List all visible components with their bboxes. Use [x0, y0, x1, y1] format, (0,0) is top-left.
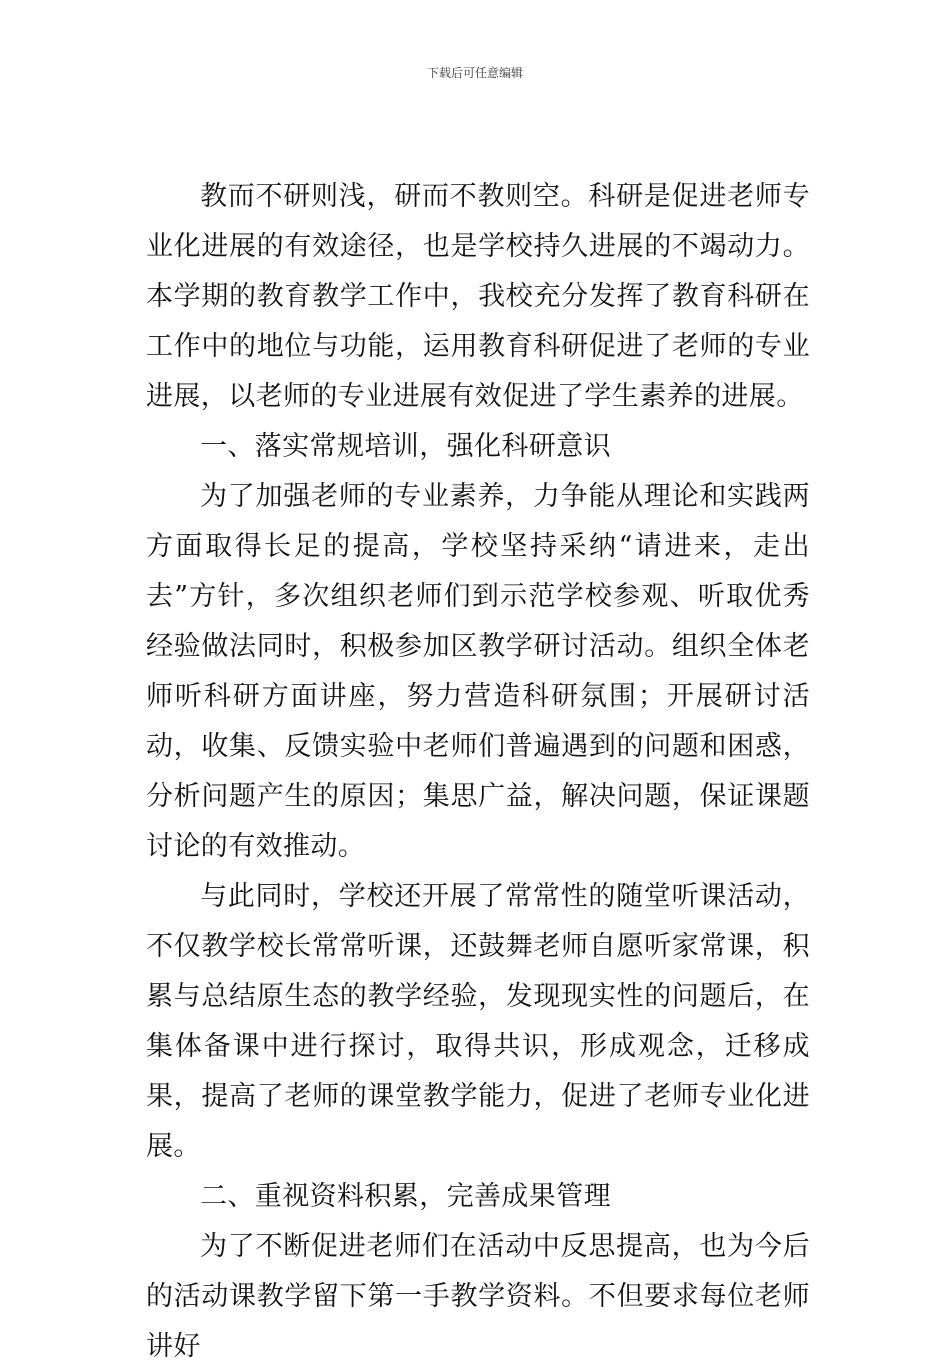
document-body: [146, 172, 810, 1372]
page-header-note: 下载后可任意编辑: [426, 66, 523, 80]
paragraph-intro: 教而不研则浅，研而不教则空。科研是促进老师专业化进展的有效途径，也是学校持久进展的不竭动力。本学期的教育教学工作中，我校充分发挥了教育科研在工作中的地位与功能，运用教育科研促进了老师的专业进展，以老师的专业进展有效促进了学生素养的进展。: [146, 181, 810, 412]
section-heading-1: 一、落实常规培训，强化科研意识: [200, 431, 611, 462]
section-heading-2: 二、重视资料积累，完善成果管理: [200, 1181, 611, 1212]
paragraph-materials: 为了不断促进老师们在活动中反思提高，也为今后的活动课教学留下第一手教学资料。不但要求每位老师讲好: [146, 1231, 810, 1362]
paragraph-classroom-observation: 与此同时，学校还开展了常常性的随堂听课活动，不仅教学校长常常听课，还鼓舞老师自愿听家常课，积累与总结原生态的教学经验，发现现实性的问题后，在集体备课中进行探讨，取得共识，形成观念，迁移成果，提高了老师的课堂教学能力，促进了老师专业化进展。: [146, 881, 810, 1162]
paragraph-training: 为了加强老师的专业素养，力争能从理论和实践两方面取得长足的提高，学校坚持采纳“请进来，走出去”方针，多次组织老师们到示范学校参观、听取优秀经验做法同时，积极参加区教学研讨活动。组织全体老师听科研方面讲座，努力营造科研氛围；开展研讨活动，收集、反馈实验中老师们普遍遇到的问题和困惑，分析问题产生的原因；集思广益，解决问题，保证课题讨论的有效推动。: [146, 481, 810, 862]
